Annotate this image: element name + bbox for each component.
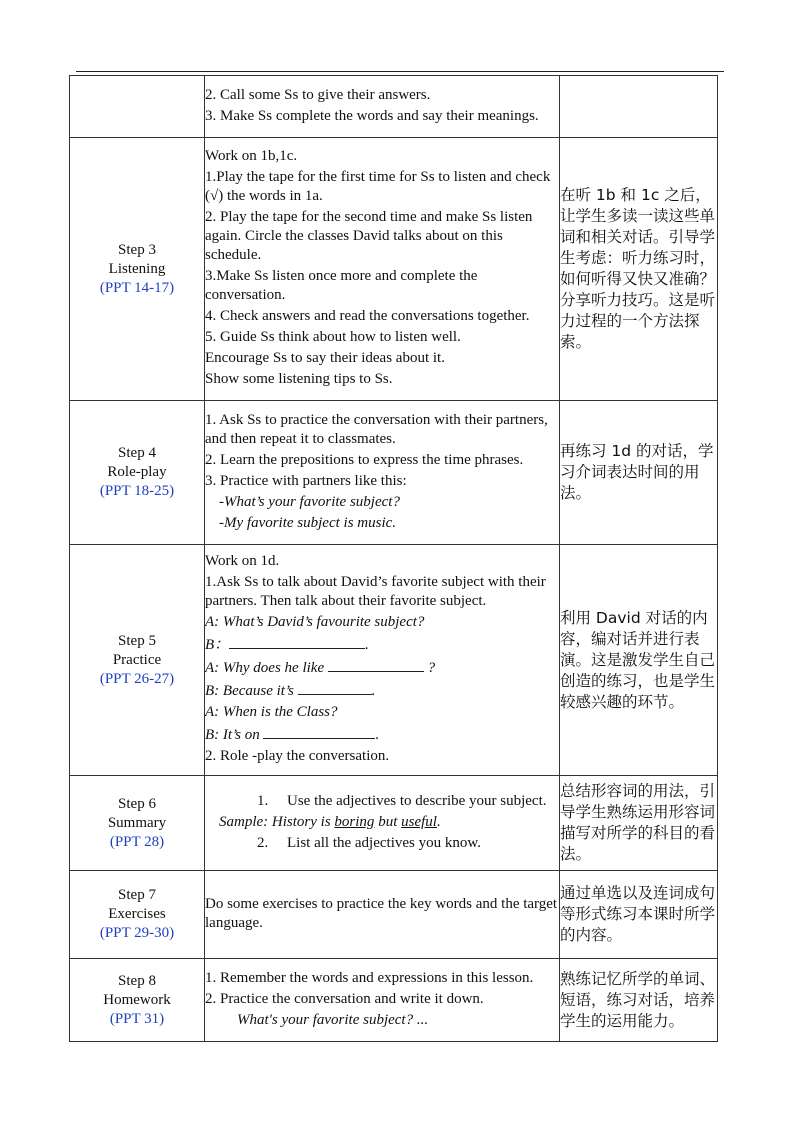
step-number: Step 7	[118, 887, 156, 903]
step-cell	[70, 138, 205, 401]
ppt-reference: (PPT 28)	[109, 833, 165, 850]
step-number: Step 4	[118, 445, 156, 461]
content-cell	[205, 959, 560, 1042]
list-text: Use the adjectives to describe your subject.	[287, 792, 547, 809]
ppt-reference: (PPT 31)	[109, 1010, 165, 1027]
list-number: 1.	[257, 792, 269, 809]
dialogue-line	[205, 724, 559, 745]
step-cell	[70, 401, 205, 545]
ppt-reference: (PPT 26-27)	[99, 670, 175, 687]
punctuation: ?	[427, 660, 436, 676]
dialogue-line	[205, 657, 559, 678]
step-name: Role-play	[107, 464, 167, 480]
dialogue-line: A: When is the Class?	[205, 704, 338, 720]
content-cell	[205, 401, 560, 545]
content-line: 3.Make Ss listen once more and complete the conversation.	[205, 268, 478, 303]
content-line: Encourage Ss to say their ideas about it.	[205, 350, 445, 366]
dialogue-speaker: B：	[205, 637, 230, 653]
sample-mid: but	[374, 813, 402, 830]
content-line: Work on 1d.	[205, 553, 280, 569]
step-cell	[70, 871, 205, 959]
sample-line	[205, 813, 559, 832]
content-cell	[205, 138, 560, 401]
punctuation: .	[371, 683, 376, 699]
content-line: Show some listening tips to Ss.	[205, 371, 393, 387]
content-line: 4. Check answers and read the conversations together.	[205, 308, 530, 324]
table-row	[70, 545, 718, 776]
step-name: Exercises	[108, 906, 166, 922]
content-line: 2. Practice the conversation and write it down.	[205, 990, 484, 1007]
content-line: 5. Guide Ss think about how to listen well.	[205, 329, 461, 345]
table-row	[70, 401, 718, 545]
answer-blank	[328, 657, 424, 672]
dialogue-line: A: What’s David’s favourite subject?	[205, 614, 425, 630]
sample-word: useful	[401, 813, 437, 830]
list-number: 2.	[257, 834, 269, 851]
example-line: -My favorite subject is music.	[219, 514, 397, 531]
step-name: Homework	[103, 991, 171, 1008]
step-number: Step 6	[118, 795, 156, 812]
lesson-plan-table	[69, 75, 718, 1042]
step-name: Practice	[112, 651, 162, 668]
step-number: Step 5	[118, 632, 156, 649]
punctuation: .	[365, 637, 369, 653]
step-cell	[70, 76, 205, 138]
header-rule	[76, 71, 724, 72]
punctuation: .	[375, 727, 380, 743]
content-line: 2. Learn the prepositions to express the time phrases.	[205, 451, 524, 468]
content-cell	[205, 545, 560, 776]
note-cell	[560, 76, 718, 138]
content-cell	[205, 776, 560, 871]
content-line: 2. Play the tape for the second time and make Ss listen again. Circle the classes David talks about on this schedule.	[205, 209, 533, 263]
content-line	[205, 834, 559, 853]
note-cell: 在听 1b 和 1c 之后，让学生多读一读这些单词和相关对话。引导学生考虑：听力练习时，如何听得又快又准确？分享听力技巧。这是听力过程的一个方法探索。	[560, 138, 718, 401]
content-line: 1.Play the tape for the first time for Ss to listen and check (√) the words in 1a.	[205, 169, 551, 204]
ppt-reference: (PPT 29-30)	[99, 925, 175, 941]
content-cell	[205, 76, 560, 138]
example-line: What's your favorite subject? ...	[237, 1011, 429, 1028]
note-cell: 再练习 1d 的对话，学习介词表达时间的用法。	[560, 401, 718, 545]
answer-blank	[229, 634, 365, 649]
step-number: Step 8	[118, 972, 156, 989]
ppt-reference: (PPT 14-17)	[99, 279, 175, 296]
content-line: 1.Ask Ss to talk about David’s favorite subject with their partners. Then talk about their favorite subject.	[205, 574, 546, 609]
table-row	[70, 76, 718, 138]
content-line: 2. Call some Ss to give their answers.	[205, 86, 431, 103]
punctuation: .	[436, 813, 441, 830]
step-name: Summary	[107, 814, 167, 831]
sample-word: boring	[334, 813, 375, 830]
dialogue-line	[205, 634, 559, 655]
answer-blank	[263, 724, 375, 739]
step-cell	[70, 776, 205, 871]
step-number: Step 3	[118, 241, 156, 258]
content-line: 1. Remember the words and expressions in this lesson.	[205, 969, 534, 986]
ppt-reference: (PPT 18-25)	[99, 483, 175, 499]
note-cell: 总结形容词的用法，引导学生熟练运用形容词描写对所学的科目的看法。	[560, 776, 718, 871]
dialogue-prompt: B: Because it’s	[205, 683, 294, 699]
note-cell: 熟练记忆所学的单词、短语，练习对话，培养学生的运用能力。	[560, 959, 718, 1042]
content-line: 3. Practice with partners like this:	[205, 472, 407, 489]
content-cell	[205, 871, 560, 959]
note-cell: 通过单选以及连词成句等形式练习本课时所学的内容。	[560, 871, 718, 959]
content-line: 2. Role -play the conversation.	[205, 748, 390, 764]
content-line: 1. Ask Ss to practice the conversation with their partners, and then repeat it to classmates.	[205, 411, 548, 447]
note-cell: 利用 David 对话的内容，编对话并进行表演。这是激发学生自己创造的练习，也是学生较感兴趣的环节。	[560, 545, 718, 776]
list-text: List all the adjectives you know.	[287, 834, 481, 851]
step-cell	[70, 959, 205, 1042]
example-line: -What’s your favorite subject?	[219, 493, 400, 510]
dialogue-line	[205, 680, 559, 701]
table-row	[70, 776, 718, 871]
content-line	[205, 792, 559, 811]
dialogue-prompt: A: Why does he like	[205, 660, 325, 676]
step-cell	[70, 545, 205, 776]
content-line: Do some exercises to practice the key words and the target language.	[205, 895, 558, 931]
answer-blank	[298, 680, 372, 695]
table-row	[70, 871, 718, 959]
content-line: Work on 1b,1c.	[205, 148, 298, 164]
step-name: Listening	[108, 260, 166, 277]
content-line: 3. Make Ss complete the words and say their meanings.	[205, 107, 539, 124]
dialogue-prompt: B: It’s on	[205, 727, 260, 743]
table-row	[70, 138, 718, 401]
sample-prefix: Sample: History is	[219, 813, 335, 830]
table-row	[70, 959, 718, 1042]
